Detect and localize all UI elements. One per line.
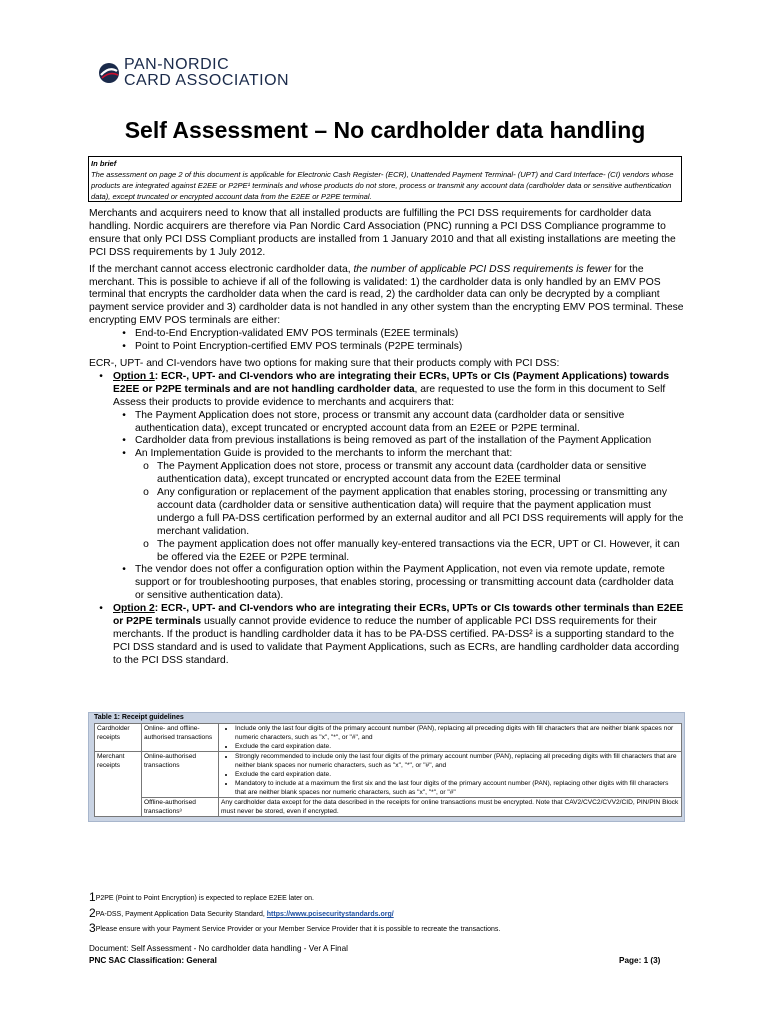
list-item: • Cardholder data from previous installations is being removed as part of the installation of the Payment Application	[122, 435, 652, 447]
table-row: Offline-authorised transactions³ Any cardholder data except for the data described in the receipts for online transactions must be encrypted. Note that CAV2/CVC2/CVV2/CID, PIN/PIN Block must never be stored, even if encrypted.	[95, 798, 682, 817]
receipt-guidelines-table	[88, 712, 685, 822]
footnote-2: 2PA-DSS, Payment Application Data Security Standard, https://www.pcisecuritystandards.org/	[89, 906, 394, 920]
list-item: • Point to Point Encryption-certified EMV POS terminals (P2PE terminals)	[122, 341, 463, 353]
list-item: • The vendor does not offer a configuration option within the Payment Application, not even via remote update, remote support or for troubleshooting purposes, that enables storing, processing or transmitting account data (cardholder data or sensitive authentication data).	[122, 564, 674, 602]
footnote-1: 1P2PE (Point to Point Encryption) is expected to replace E2EE later on.	[89, 890, 314, 904]
paragraph-1: Merchants and acquirers need to know that all installed products are fulfilling the PCI DSS requirements for cardholder data handling. Nordic acquirers are therefore via Pan Nordic Card Association (PNC) running a PCI DSS Compliance programme to ensure that only PCI DSS Compliant products are installed from 1 January 2010 and that all existing installations are meeting the PCI DSS requirements by 1 July 2012.	[89, 208, 676, 258]
emphasis-fewer: the number of applicable PCI DSS requirements is fewer	[353, 263, 612, 275]
logo-line-1: PAN-NORDIC	[124, 56, 230, 73]
table-row: Merchant receipts Online-authorised transactions • Strongly recommended to include only the last four digits of the primary account number (PAN), replacing all preceding digits with fill characters that are neither blank spaces nor numeric characters, such as "x", "*", or "#", and • Exclude the card expiration date. • Mandatory to include at a maximum the first six and the last four digits of the primary account number (PAN), replacing other digits with fill characters that are neither blank spaces nor numeric characters, such as "x", "*", or "#"	[95, 752, 682, 798]
option-1-item: • Option 1: ECR-, UPT- and CI-vendors who are integrating their ECRs, UPTs or CIs (Payment Applications) towards E2EE or P2PE terminals and are not handling cardholder data, are requested to use the form in this document to Self Assess their products to provide evidence to merchants and acquirers that:	[99, 370, 670, 408]
option-1-label: Option 1	[113, 370, 155, 382]
footer-classification: PNC SAC Classification: General	[89, 956, 217, 965]
sub-list-item: o The Payment Application does not store, process or transmit any account data (cardholder data or sensitive authentication data), except truncated or encrypted account data from the E2EE terminal	[143, 461, 647, 486]
sub-list-item: o Any configuration or replacement of the payment application that enables storing, processing or transmitting any account data (cardholder data or sensitive authentication data) will require that the payment application must undergo a full PA-DSS certification performed by an external auditor and all PCI DSS requirements will apply for the merchant validation.	[143, 487, 684, 537]
pnc-logo-icon	[98, 62, 120, 84]
pci-link[interactable]: https://www.pcisecuritystandards.org/	[266, 911, 394, 918]
footnote-3: 3Please ensure with your Payment Service Provider or your Member Service Provider that it is possible to recreate the transactions.	[89, 921, 501, 935]
list-item: • An Implementation Guide is provided to the merchants to inform the merchant that:	[122, 448, 513, 460]
page-title: Self Assessment – No cardholder data handling	[124, 117, 646, 143]
footer-document: Document: Self Assessment - No cardholder data handling - Ver A Final	[89, 944, 348, 953]
option-2-label: Option 2	[113, 603, 155, 615]
list-item: • The Payment Application does not store, process or transmit any account data (cardholder data or sensitive authentication data), except truncated or encrypted account data from an E2EE or P2PE terminal.	[122, 409, 625, 434]
table-caption: Table 1: Receipt guidelines	[94, 714, 184, 721]
footer-page-number: Page: 1 (3)	[619, 956, 661, 965]
sub-list-item: o The payment application does not offer manually key-entered transactions via the ECR, UPT or CI. However, it can be offered via the E2EE or P2PE terminal.	[143, 538, 680, 563]
table-row: Cardholder receipts Online- and offline-authorised transactions • Include only the last four digits of the primary account number (PAN), replacing all preceding digits with fill characters that are neither blank spaces nor numeric characters, such as "x", "*", or "#", and • Exclude the card expiration date.	[95, 724, 682, 752]
body-text	[89, 208, 684, 668]
paragraph-3: ECR-, UPT- and CI-vendors have two options for making sure that their products comply with PCI DSS:	[89, 357, 560, 369]
list-item: • End-to-End Encryption-validated EMV POS terminals (E2EE terminals)	[122, 328, 459, 340]
pnc-logo	[98, 54, 298, 94]
logo-line-2: CARD ASSOCIATION	[124, 72, 290, 89]
in-brief-box	[88, 156, 682, 202]
in-brief-text: The assessment on page 2 of this document is applicable for Electronic Cash Register- (ECR), Unattended Payment Terminal- (UPT) and Card Interface- (CI) vendors whose products are integrated against E2EE or P2PE¹ terminals and whose products do not store, process or transmit any account data (cardholder data or sensitive authentication data), except truncated or encrypted account data from the E2EE or P2PE terminal.	[91, 170, 674, 201]
paragraph-2: If the merchant cannot access electronic cardholder data, the number of applicable PCI DSS requirements is fewer for the merchant. This is possible to achieve if all of the following is validated: 1) the cardholder data is only handled by an EMV POS terminal that encrypts the cardholder data when the card is read, 2) the cardholder data can only be decrypted by a compliant payment service provider and 3) cardholder data is not handled in any other system than the encrypting EMV POS terminal. These encrypting EMV POS terminals are either:	[89, 263, 684, 327]
option-2-item: • Option 2: ECR-, UPT- and CI-vendors who are integrating their ECRs, UPTs or CIs towards other terminals than E2EE or P2PE terminals usually cannot provide evidence to reduce the number of applicable PCI DSS requirements for their merchants. If the product is handling cardholder data it has to be PA-DSS certified. PA-DSS² is a supporting standard to the PCI DSS standard and is used to validate that Payment Applications, such as ECRs, are handling cardholder data according to the PCI DSS standard.	[99, 603, 684, 666]
in-brief-heading: In brief	[91, 159, 117, 168]
